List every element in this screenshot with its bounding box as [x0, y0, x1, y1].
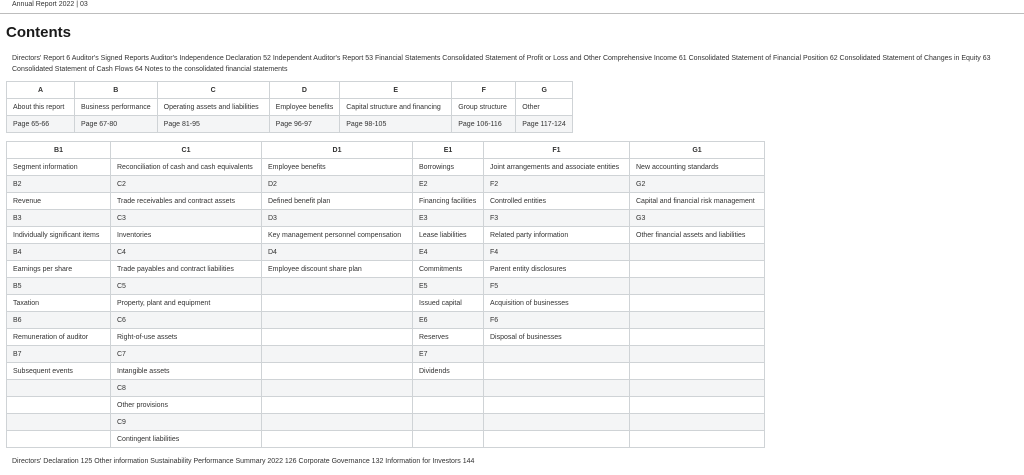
section-letter-cell: E	[340, 82, 452, 99]
notes-cell	[630, 397, 765, 414]
notes-cell: Dividends	[413, 363, 484, 380]
section-letter-row	[7, 82, 573, 99]
notes-cell: Lease liabilities	[413, 227, 484, 244]
notes-row	[7, 176, 765, 193]
notes-cell: G3	[630, 210, 765, 227]
notes-cell	[7, 431, 111, 448]
notes-cell	[262, 363, 413, 380]
notes-cell	[630, 244, 765, 261]
running-header: Annual Report 2022 | 03	[12, 1, 88, 8]
notes-cell: B5	[7, 278, 111, 295]
notes-cell	[262, 329, 413, 346]
notes-cell	[413, 414, 484, 431]
notes-cell: Contingent liabilities	[111, 431, 262, 448]
notes-cell: Right-of-use assets	[111, 329, 262, 346]
notes-cell	[484, 397, 630, 414]
notes-cell: F3	[484, 210, 630, 227]
notes-cell: Trade payables and contract liabilities	[111, 261, 262, 278]
section-name-cell: Group structure	[452, 99, 516, 116]
notes-cell	[630, 278, 765, 295]
notes-cell	[630, 261, 765, 278]
notes-cell: C2	[111, 176, 262, 193]
notes-cell: Borrowings	[413, 159, 484, 176]
notes-row	[7, 210, 765, 227]
notes-cell: Acquisition of businesses	[484, 295, 630, 312]
notes-cell: Joint arrangements and associate entities	[484, 159, 630, 176]
notes-cell	[484, 380, 630, 397]
section-pages-cell: Page 65-66	[7, 116, 75, 133]
notes-row	[7, 227, 765, 244]
header-divider	[0, 13, 1024, 14]
notes-cell	[262, 431, 413, 448]
notes-cell: B2	[7, 176, 111, 193]
notes-cell	[630, 312, 765, 329]
notes-cell	[630, 295, 765, 312]
notes-cell: E5	[413, 278, 484, 295]
notes-cell	[7, 397, 111, 414]
notes-cell	[630, 431, 765, 448]
notes-column-header: F1	[484, 142, 630, 159]
notes-cell: C9	[111, 414, 262, 431]
notes-table	[6, 141, 765, 448]
notes-row	[7, 414, 765, 431]
notes-cell: E6	[413, 312, 484, 329]
notes-cell: Defined benefit plan	[262, 193, 413, 210]
notes-row	[7, 278, 765, 295]
notes-cell: Disposal of businesses	[484, 329, 630, 346]
notes-cell: C6	[111, 312, 262, 329]
notes-cell: Reconciliation of cash and cash equivalents	[111, 159, 262, 176]
notes-cell: F4	[484, 244, 630, 261]
contents-footer-text: Directors' Declaration 125 Other information Sustainability Performance Summary 2022 126 Corporate Governance 132 Information for Investors 144	[12, 458, 475, 465]
notes-cell	[484, 363, 630, 380]
notes-cell: Intangible assets	[111, 363, 262, 380]
section-name-cell: About this report	[7, 99, 75, 116]
section-pages-cell: Page 81-95	[157, 116, 269, 133]
notes-cell	[7, 414, 111, 431]
section-name-cell: Capital structure and financing	[340, 99, 452, 116]
notes-cell: Earnings per share	[7, 261, 111, 278]
notes-cell: E3	[413, 210, 484, 227]
section-letter-cell: C	[157, 82, 269, 99]
notes-cell	[413, 380, 484, 397]
notes-cell	[262, 397, 413, 414]
notes-cell: C4	[111, 244, 262, 261]
notes-cell: Other financial assets and liabilities	[630, 227, 765, 244]
section-name-cell: Employee benefits	[269, 99, 340, 116]
notes-cell	[630, 414, 765, 431]
notes-row	[7, 363, 765, 380]
sections-table	[6, 81, 573, 133]
notes-cell: Segment information	[7, 159, 111, 176]
notes-cell: Individually significant items	[7, 227, 111, 244]
notes-cell	[413, 397, 484, 414]
section-pages-cell: Page 67-80	[75, 116, 158, 133]
notes-cell: Related party information	[484, 227, 630, 244]
notes-cell: Property, plant and equipment	[111, 295, 262, 312]
notes-cell	[262, 380, 413, 397]
notes-cell: D4	[262, 244, 413, 261]
notes-cell: Controlled entities	[484, 193, 630, 210]
section-letter-cell: A	[7, 82, 75, 99]
section-name-cell: Business performance	[75, 99, 158, 116]
notes-row	[7, 295, 765, 312]
section-pages-cell: Page 117-124	[516, 116, 573, 133]
notes-cell: Trade receivables and contract assets	[111, 193, 262, 210]
notes-cell: Employee discount share plan	[262, 261, 413, 278]
notes-cell: G2	[630, 176, 765, 193]
notes-cell	[262, 278, 413, 295]
notes-row	[7, 312, 765, 329]
notes-row	[7, 397, 765, 414]
notes-cell	[630, 380, 765, 397]
notes-cell	[630, 329, 765, 346]
notes-row	[7, 244, 765, 261]
notes-cell: E2	[413, 176, 484, 193]
notes-column-header: E1	[413, 142, 484, 159]
notes-cell	[484, 431, 630, 448]
notes-cell: E7	[413, 346, 484, 363]
notes-cell	[630, 363, 765, 380]
notes-cell: D3	[262, 210, 413, 227]
notes-cell: C7	[111, 346, 262, 363]
notes-cell: E4	[413, 244, 484, 261]
notes-cell	[484, 414, 630, 431]
notes-row	[7, 380, 765, 397]
notes-cell: F6	[484, 312, 630, 329]
notes-cell: Issued capital	[413, 295, 484, 312]
notes-row	[7, 193, 765, 210]
notes-column-header: D1	[262, 142, 413, 159]
page-title: Contents	[6, 24, 71, 41]
notes-cell	[484, 346, 630, 363]
section-pages-cell: Page 98-105	[340, 116, 452, 133]
notes-cell: Other provisions	[111, 397, 262, 414]
notes-cell: Employee benefits	[262, 159, 413, 176]
section-letter-cell: D	[269, 82, 340, 99]
notes-row	[7, 159, 765, 176]
notes-cell: Remuneration of auditor	[7, 329, 111, 346]
notes-row	[7, 329, 765, 346]
notes-cell: Capital and financial risk management	[630, 193, 765, 210]
section-name-cell: Other	[516, 99, 573, 116]
notes-row	[7, 346, 765, 363]
notes-cell	[7, 380, 111, 397]
notes-cell: New accounting standards	[630, 159, 765, 176]
notes-cell: C5	[111, 278, 262, 295]
notes-cell: Parent entity disclosures	[484, 261, 630, 278]
section-letter-cell: F	[452, 82, 516, 99]
notes-cell	[262, 346, 413, 363]
notes-cell: F2	[484, 176, 630, 193]
notes-column-header: C1	[111, 142, 262, 159]
notes-cell: F5	[484, 278, 630, 295]
notes-header-row	[7, 142, 765, 159]
notes-row	[7, 261, 765, 278]
section-name-row	[7, 99, 573, 116]
notes-cell: B7	[7, 346, 111, 363]
notes-cell: Financing facilities	[413, 193, 484, 210]
notes-cell: Commitments	[413, 261, 484, 278]
notes-column-header: B1	[7, 142, 111, 159]
notes-column-header: G1	[630, 142, 765, 159]
section-letter-cell: B	[75, 82, 158, 99]
notes-cell: Inventories	[111, 227, 262, 244]
notes-cell: Key management personnel compensation	[262, 227, 413, 244]
notes-cell	[630, 346, 765, 363]
contents-intro-text: Directors' Report 6 Auditor's Signed Reports Auditor's Independence Declaration 52 Independent Auditor's Report 53 Financial Statements Consolidated Statement of Profit or Loss and Other Comprehensive Income 61 Consolidated Statement of Financial Position 62 Consolidated Statement of Changes in Equity 63 Consolidated Statement of Cash Flows 64 Notes to the consolidated financial statements	[12, 55, 991, 73]
notes-cell: C8	[111, 380, 262, 397]
notes-cell: D2	[262, 176, 413, 193]
section-name-cell: Operating assets and liabilities	[157, 99, 269, 116]
notes-cell: B3	[7, 210, 111, 227]
notes-cell: Subsequent events	[7, 363, 111, 380]
section-pages-cell: Page 96-97	[269, 116, 340, 133]
notes-cell	[262, 312, 413, 329]
notes-cell	[262, 414, 413, 431]
notes-row	[7, 431, 765, 448]
notes-cell: Taxation	[7, 295, 111, 312]
notes-cell: Revenue	[7, 193, 111, 210]
notes-cell: B4	[7, 244, 111, 261]
section-letter-cell: G	[516, 82, 573, 99]
section-pages-cell: Page 106-116	[452, 116, 516, 133]
notes-cell: C3	[111, 210, 262, 227]
notes-cell	[413, 431, 484, 448]
notes-cell: Reserves	[413, 329, 484, 346]
notes-cell: B6	[7, 312, 111, 329]
section-page-row	[7, 116, 573, 133]
notes-cell	[262, 295, 413, 312]
